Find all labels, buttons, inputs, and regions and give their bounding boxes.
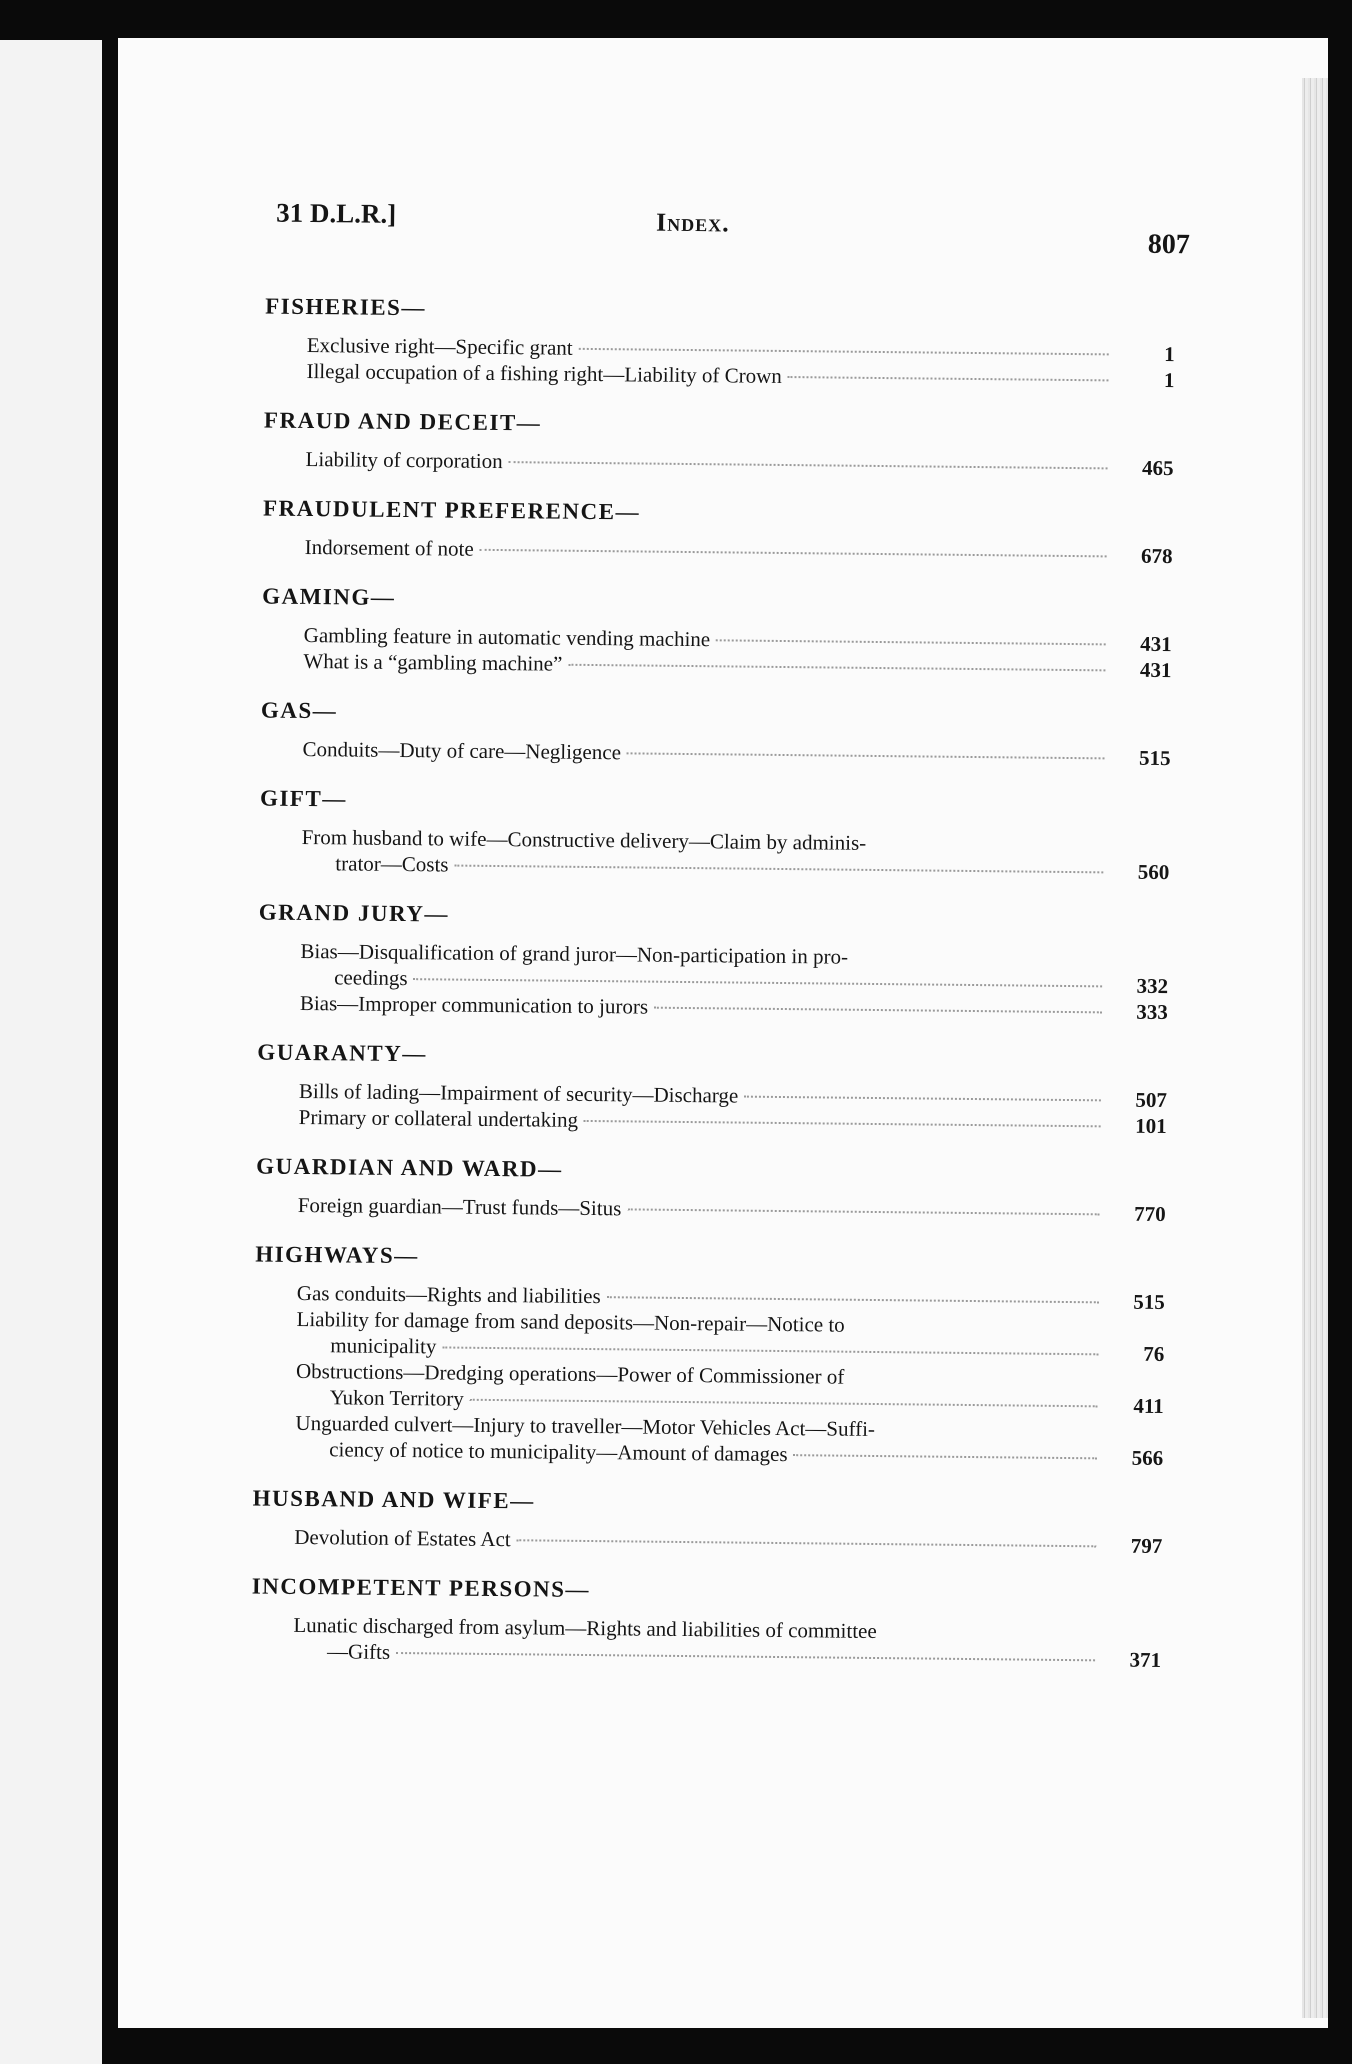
index-page-ref: 1 bbox=[1163, 367, 1175, 393]
index-heading: FISHERIES— bbox=[265, 293, 427, 321]
page-stack-edge bbox=[1302, 78, 1328, 2018]
index-heading: FRAUDULENT PREFERENCE— bbox=[262, 495, 641, 525]
index-page-ref: 566 bbox=[1131, 1445, 1164, 1471]
index-item-text: Gas conduits—Rights and liabilities bbox=[296, 1280, 601, 1309]
index-item-text: Conduits—Duty of care—Negligence bbox=[302, 736, 622, 765]
dot-leader bbox=[414, 978, 1102, 987]
index-item bbox=[254, 1306, 1174, 1368]
dot-leader bbox=[607, 1296, 1099, 1303]
dot-leader bbox=[480, 549, 1107, 558]
index-item-continuation: Yukon Territory bbox=[329, 1385, 464, 1411]
dot-leader bbox=[744, 1096, 1101, 1102]
index-page-ref: 332 bbox=[1136, 973, 1169, 999]
index-item-text: Exclusive right—Specific grant bbox=[306, 332, 573, 360]
index-page-ref: 465 bbox=[1141, 455, 1174, 481]
index-item-text: From husband to wife—Constructive delivery—Claim by adminis- bbox=[301, 824, 867, 855]
index-item bbox=[252, 1523, 1172, 1559]
index-item bbox=[254, 1357, 1174, 1419]
index-item-continuation: —Gifts bbox=[326, 1639, 391, 1664]
index-heading: GAS— bbox=[260, 697, 338, 724]
index-page-ref: 560 bbox=[1137, 859, 1170, 885]
index-page-ref: 333 bbox=[1136, 999, 1168, 1025]
index-page-ref: 515 bbox=[1138, 745, 1171, 771]
index-item-text: Obstructions—Dredging operations—Power of Commissioner of bbox=[295, 1358, 845, 1389]
index-heading: GUARANTY— bbox=[257, 1039, 427, 1067]
dot-leader bbox=[568, 664, 1105, 672]
index-page-ref: 431 bbox=[1140, 631, 1172, 657]
index-item-text: Bills of lading—Impairment of security—Discharge bbox=[298, 1078, 739, 1108]
index-item-text: Lunatic discharged from asylum—Rights and liabilities of committee bbox=[293, 1612, 877, 1644]
index-page-ref: 411 bbox=[1133, 1393, 1164, 1419]
facing-page-edge bbox=[0, 40, 102, 2064]
index-item-text: Bias—Disqualification of grand juror—Non-participation in pro- bbox=[300, 938, 849, 969]
section-title: Index. bbox=[655, 207, 730, 238]
index-item bbox=[260, 736, 1180, 772]
index-item-continuation: ciency of notice to municipality—Amount of damages bbox=[329, 1437, 788, 1467]
index-item-continuation: trator—Costs bbox=[335, 851, 449, 877]
dot-leader bbox=[788, 376, 1109, 381]
index-item-continuation: ceedings bbox=[334, 965, 408, 991]
page-number: 807 bbox=[1147, 228, 1191, 261]
index-heading: GIFT— bbox=[259, 785, 347, 812]
index-item-text: Primary or collateral undertaking bbox=[298, 1104, 579, 1132]
index-item-text: Bias—Improper communication to jurors bbox=[299, 990, 649, 1019]
index-heading: INCOMPETENT PERSONS— bbox=[251, 1573, 591, 1603]
dot-leader bbox=[716, 639, 1106, 645]
dot-leader bbox=[794, 1454, 1098, 1459]
index-item-text: Indorsement of note bbox=[304, 534, 474, 561]
dot-leader bbox=[579, 348, 1109, 356]
volume-reference: 31 D.L.R.] bbox=[276, 197, 397, 229]
index-page-ref: 507 bbox=[1135, 1087, 1168, 1113]
index-item bbox=[256, 1192, 1176, 1228]
dot-leader bbox=[627, 1208, 1099, 1215]
index-item bbox=[251, 1611, 1171, 1673]
dot-leader bbox=[455, 865, 1104, 874]
index-item bbox=[259, 824, 1179, 886]
dot-leader bbox=[517, 1539, 1097, 1547]
index-page-ref: 431 bbox=[1139, 657, 1172, 683]
index-page-ref: 515 bbox=[1133, 1289, 1165, 1315]
index-item bbox=[253, 1409, 1173, 1471]
dot-leader bbox=[654, 1007, 1102, 1014]
index-entries bbox=[251, 292, 1185, 1674]
index-page-ref: 797 bbox=[1130, 1533, 1163, 1559]
dot-leader bbox=[470, 1399, 1098, 1408]
index-item-text: Liability of corporation bbox=[305, 446, 503, 474]
index-item-text: What is a “gambling machine” bbox=[303, 648, 563, 676]
index-item-continuation: municipality bbox=[330, 1333, 437, 1359]
page-content bbox=[118, 38, 1328, 1673]
index-page-ref: 76 bbox=[1143, 1341, 1165, 1367]
index-item bbox=[258, 938, 1178, 1000]
dot-leader bbox=[627, 752, 1105, 759]
index-item bbox=[263, 534, 1183, 570]
index-item-text: Liability for damage from sand deposits—Non-repair—Notice to bbox=[296, 1306, 845, 1337]
dot-leader bbox=[584, 1120, 1101, 1127]
book-page bbox=[118, 38, 1328, 2028]
index-item-text: Unguarded culvert—Injury to traveller—Motor Vehicles Act—Suffi- bbox=[295, 1410, 876, 1442]
running-head bbox=[276, 198, 1237, 278]
dot-leader bbox=[442, 1346, 1098, 1355]
index-item-text: Illegal occupation of a fishing right—Liability of Crown bbox=[306, 358, 782, 388]
index-page-ref: 101 bbox=[1135, 1113, 1167, 1139]
index-page-ref: 1 bbox=[1164, 341, 1175, 367]
dot-leader bbox=[396, 1652, 1095, 1661]
index-heading: GUARDIAN AND WARD— bbox=[256, 1153, 563, 1182]
index-item-text: Gambling feature in automatic vending machine bbox=[303, 622, 711, 652]
index-page-ref: 770 bbox=[1134, 1201, 1166, 1227]
index-item bbox=[263, 446, 1183, 482]
index-heading: GAMING— bbox=[262, 583, 396, 610]
index-item-text: Devolution of Estates Act bbox=[294, 1524, 511, 1552]
index-page-ref: 678 bbox=[1141, 543, 1173, 569]
index-heading: HUSBAND AND WIFE— bbox=[252, 1485, 535, 1514]
index-heading: FRAUD AND DECEIT— bbox=[263, 407, 542, 436]
index-heading: HIGHWAYS— bbox=[255, 1241, 419, 1269]
index-page-ref: 371 bbox=[1129, 1647, 1162, 1673]
index-heading: GRAND JURY— bbox=[258, 899, 450, 927]
dot-leader bbox=[509, 461, 1108, 469]
index-item-text: Foreign guardian—Trust funds—Situs bbox=[297, 1192, 622, 1221]
